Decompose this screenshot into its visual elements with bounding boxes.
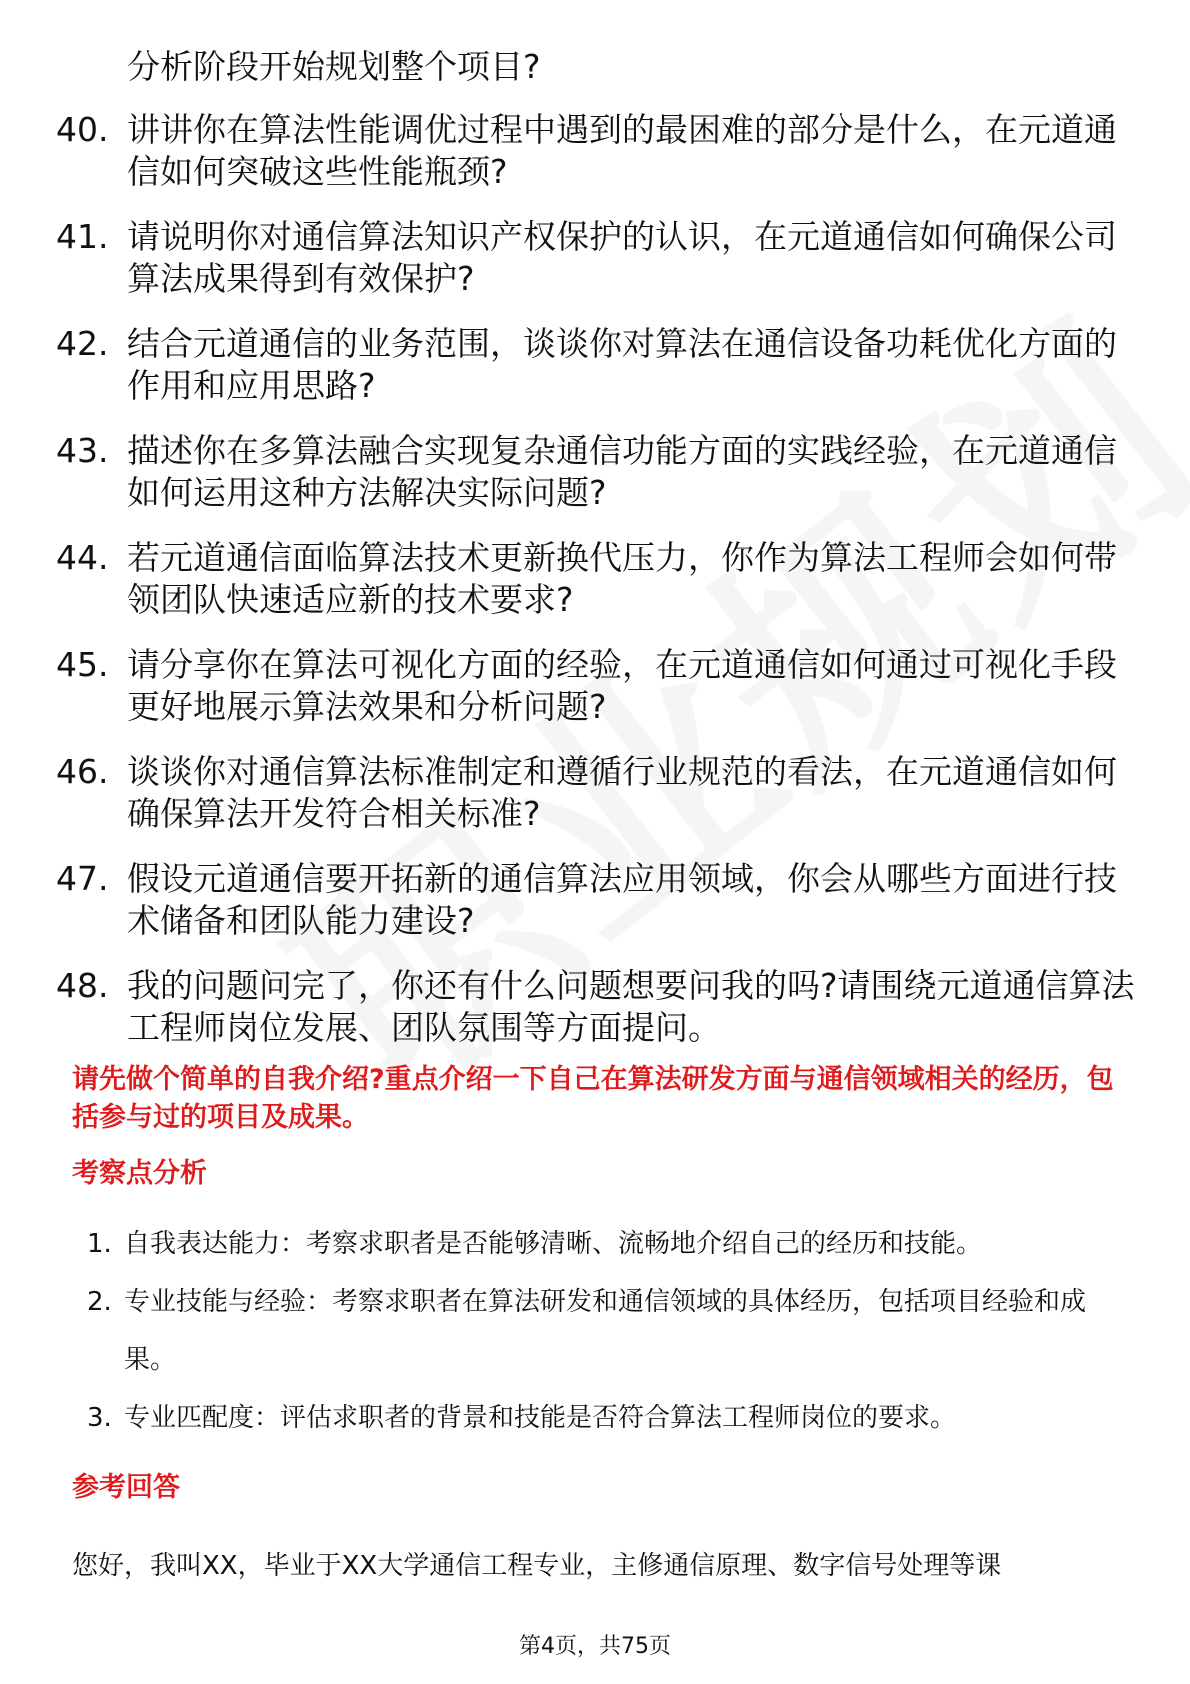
question-number: 43.	[56, 431, 109, 470]
question-item	[56, 965, 1136, 1049]
analysis-text: 专业技能与经验：考察求职者在算法研发和通信领域的具体经历，包括项目经验和成果。	[124, 1287, 1087, 1375]
question-text: 结合元道通信的业务范围，谈谈你对算法在通信设备功耗优化方面的作用和应用思路?	[127, 324, 1117, 405]
question-number: 47.	[56, 859, 109, 898]
question-text: 请说明你对通信算法知识产权保护的认识，在元道通信如何确保公司算法成果得到有效保护?	[127, 217, 1117, 298]
analysis-item	[72, 1215, 1132, 1273]
question-item	[56, 216, 1136, 300]
question-number: 44.	[56, 538, 109, 577]
analysis-number: 1.	[87, 1229, 112, 1259]
question-item	[56, 751, 1136, 835]
question-number: 46.	[56, 752, 109, 791]
analysis-number: 2.	[87, 1287, 112, 1317]
analysis-item	[72, 1389, 1132, 1447]
question-text: 我的问题问完了，你还有什么问题想要问我的吗?请围绕元道通信算法工程师岗位发展、团队氛围等方面提问。	[127, 966, 1135, 1047]
question-text: 假设元道通信要开拓新的通信算法应用领域，你会从哪些方面进行技术储备和团队能力建设?	[127, 859, 1117, 940]
analysis-item	[72, 1273, 1132, 1389]
question-text: 若元道通信面临算法技术更新换代压力，你作为算法工程师会如何带领团队快速适应新的技术要求?	[127, 538, 1117, 619]
question-number: 48.	[56, 966, 109, 1005]
question-text: 谈谈你对通信算法标准制定和遵循行业规范的看法，在元道通信如何确保算法开发符合相关标准?	[127, 752, 1117, 833]
question-text: 描述你在多算法融合实现复杂通信功能方面的实践经验，在元道通信如何运用这种方法解决实际问题?	[127, 431, 1117, 512]
question-item	[56, 323, 1136, 407]
question-item	[56, 430, 1136, 514]
question-item	[56, 109, 1136, 193]
question-item	[56, 537, 1136, 621]
answer-heading: 参考回答	[72, 1472, 180, 1503]
question-number: 45.	[56, 645, 109, 684]
question-item	[56, 644, 1136, 728]
answer-text: 您好，我叫XX，毕业于XX大学通信工程专业，主修通信原理、数字信号处理等课	[72, 1551, 1002, 1581]
question-item	[56, 46, 1136, 88]
question-item	[56, 858, 1136, 942]
question-number: 42.	[56, 324, 109, 363]
question-text: 分析阶段开始规划整个项目?	[127, 47, 541, 86]
question-number: 40.	[56, 110, 109, 149]
analysis-number: 3.	[87, 1403, 112, 1433]
question-text: 讲讲你在算法性能调优过程中遇到的最困难的部分是什么，在元道通信如何突破这些性能瓶颈?	[127, 110, 1117, 191]
analysis-text: 专业匹配度：评估求职者的背景和技能是否符合算法工程师岗位的要求。	[124, 1403, 957, 1433]
analysis-text: 自我表达能力：考察求职者是否能够清晰、流畅地介绍自己的经历和技能。	[124, 1229, 983, 1259]
question-text: 请分享你在算法可视化方面的经验，在元道通信如何通过可视化手段更好地展示算法效果和分析问题?	[127, 645, 1117, 726]
page-footer: 第4页，共75页	[519, 1634, 671, 1659]
question-number: 41.	[56, 217, 109, 256]
analysis-heading: 考察点分析	[72, 1158, 207, 1189]
analysis-list	[72, 1215, 1132, 1447]
question-list	[56, 46, 1136, 1072]
featured-question: 请先做个简单的自我介绍?重点介绍一下自己在算法研发方面与通信领域相关的经历，包括参与过的项目及成果。	[72, 1064, 1114, 1133]
